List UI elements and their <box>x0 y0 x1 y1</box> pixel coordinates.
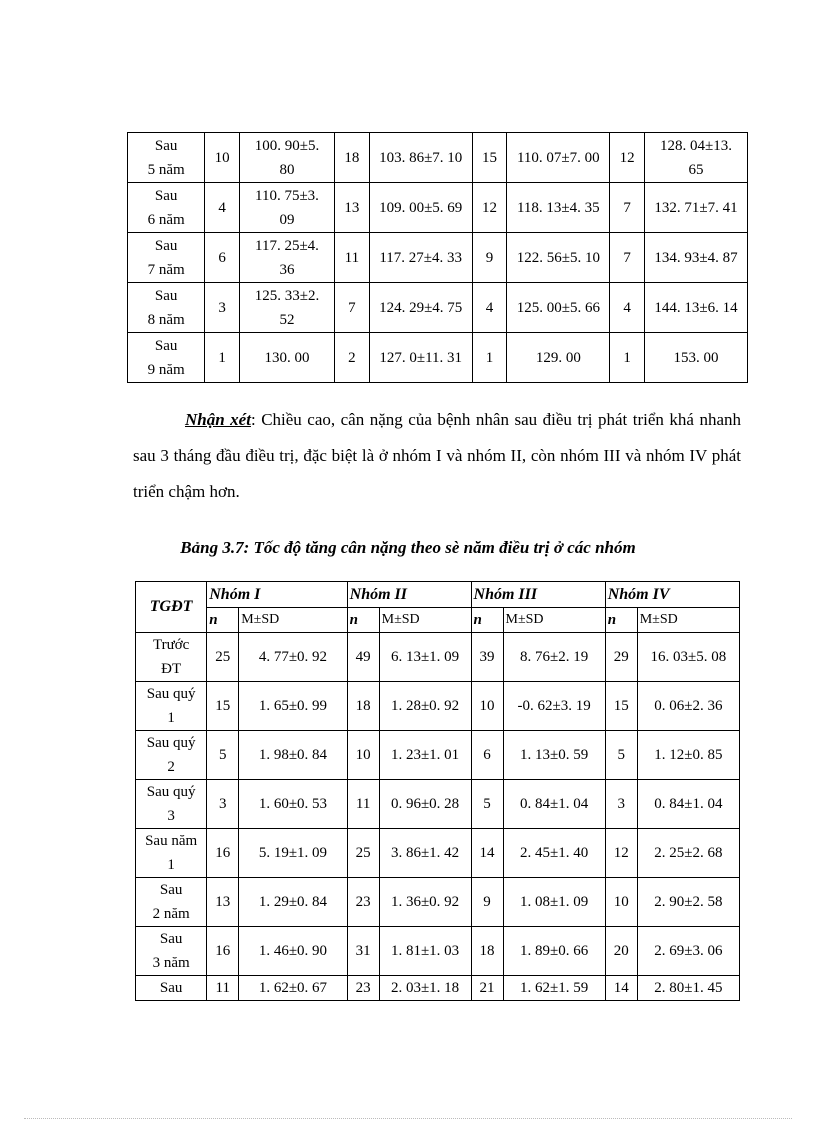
cell-text: 36 <box>279 261 295 278</box>
n-cell: 29 <box>605 633 637 682</box>
table-row <box>136 976 740 1001</box>
msd-cell: 2. 25±2. 68 <box>637 829 739 878</box>
header-group-3: Nhóm III <box>471 582 605 608</box>
cell-text: 9 năm <box>147 361 185 378</box>
msd-cell <box>507 283 610 333</box>
cell-text: 3 <box>218 299 226 316</box>
header-msd-4: M±SD <box>637 608 739 633</box>
table-row <box>136 682 740 731</box>
n-cell: 16 <box>207 829 239 878</box>
n-cell: 21 <box>471 976 503 1001</box>
n-cell: 49 <box>347 633 379 682</box>
header-n-2: n <box>347 608 379 633</box>
cell-text: 129. 00 <box>535 349 581 366</box>
n-cell <box>472 183 507 233</box>
cell-text: 65 <box>688 161 704 178</box>
msd-cell: 0. 84±1. 04 <box>503 780 605 829</box>
table-subheader-row <box>136 608 740 633</box>
n-cell: 25 <box>347 829 379 878</box>
n-cell: 12 <box>605 829 637 878</box>
table-row <box>136 780 740 829</box>
cell-text: Sau <box>159 931 183 947</box>
msd-cell: 1. 23±1. 01 <box>379 731 471 780</box>
n-cell: 5 <box>207 731 239 780</box>
n-cell: 15 <box>605 682 637 731</box>
cell-text: 118. 13±4. 35 <box>516 199 600 216</box>
cell-text: Sau năm <box>145 833 198 849</box>
msd-cell: 1. 98±0. 84 <box>239 731 347 780</box>
cell-text: 11 <box>344 249 360 266</box>
msd-cell <box>507 183 610 233</box>
time-cell <box>136 927 207 976</box>
n-cell <box>335 333 370 383</box>
n-cell: 14 <box>471 829 503 878</box>
msd-cell <box>239 183 334 233</box>
comment-label: Nhận xét <box>185 410 251 429</box>
n-cell: 15 <box>207 682 239 731</box>
n-cell: 18 <box>347 682 379 731</box>
cell-text: Sau <box>154 287 178 304</box>
msd-cell: 1. 62±1. 59 <box>503 976 605 1001</box>
msd-cell <box>369 133 472 183</box>
n-cell: 10 <box>471 682 503 731</box>
msd-cell: 6. 13±1. 09 <box>379 633 471 682</box>
cell-text: 1 <box>218 349 226 366</box>
cell-text: 12 <box>619 149 635 166</box>
n-cell <box>335 283 370 333</box>
n-cell: 13 <box>207 878 239 927</box>
time-cell <box>136 731 207 780</box>
cell-text: 117. 25±4. <box>255 237 319 254</box>
cell-text: 7 <box>348 299 356 316</box>
time-cell <box>136 976 207 1001</box>
n-cell: 3 <box>605 780 637 829</box>
msd-cell <box>645 183 748 233</box>
n-cell <box>472 133 507 183</box>
time-cell <box>128 183 205 233</box>
n-cell: 3 <box>207 780 239 829</box>
time-cell <box>136 878 207 927</box>
header-n-4: n <box>605 608 637 633</box>
cell-text: Sau <box>159 980 183 996</box>
msd-cell <box>239 233 334 283</box>
cell-text: 124. 29±4. 75 <box>379 299 463 316</box>
n-cell: 23 <box>347 976 379 1001</box>
table-row <box>136 829 740 878</box>
cell-text: 12 <box>482 199 498 216</box>
header-msd-2: M±SD <box>379 608 471 633</box>
n-cell: 25 <box>207 633 239 682</box>
n-cell <box>472 283 507 333</box>
cell-text: 1 <box>623 349 631 366</box>
header-group-1: Nhóm I <box>207 582 347 608</box>
n-cell: 31 <box>347 927 379 976</box>
msd-cell: 8. 76±2. 19 <box>503 633 605 682</box>
cell-text: 153. 00 <box>673 349 719 366</box>
table-row <box>128 283 748 333</box>
msd-cell <box>645 133 748 183</box>
n-cell: 11 <box>347 780 379 829</box>
n-cell: 20 <box>605 927 637 976</box>
msd-cell <box>369 183 472 233</box>
msd-cell <box>645 283 748 333</box>
msd-cell: 1. 89±0. 66 <box>503 927 605 976</box>
n-cell <box>205 283 240 333</box>
cell-text: 1 <box>485 349 494 366</box>
msd-cell: 2. 69±3. 06 <box>637 927 739 976</box>
cell-text: Sau quý <box>146 686 196 702</box>
n-cell: 39 <box>471 633 503 682</box>
cell-text: Sau <box>154 137 178 154</box>
time-cell <box>128 333 205 383</box>
cell-text: 80 <box>279 161 295 178</box>
cell-text: Sau <box>154 237 178 254</box>
cell-text: 52 <box>279 311 295 328</box>
time-cell <box>136 633 207 682</box>
n-cell <box>610 283 645 333</box>
cell-text: Trước <box>152 637 190 653</box>
height-table-continued <box>127 132 748 383</box>
n-cell <box>472 333 507 383</box>
cell-text: 2 năm <box>152 906 190 922</box>
cell-text: 3 năm <box>152 955 190 971</box>
msd-cell: 2. 03±1. 18 <box>379 976 471 1001</box>
msd-cell <box>507 233 610 283</box>
n-cell <box>205 333 240 383</box>
cell-text: 6 năm <box>147 211 185 228</box>
n-cell <box>610 333 645 383</box>
msd-cell <box>645 233 748 283</box>
time-cell <box>128 283 205 333</box>
cell-text: Sau <box>159 882 183 898</box>
msd-cell: 0. 84±1. 04 <box>637 780 739 829</box>
cell-text: 18 <box>344 149 360 166</box>
n-cell: 10 <box>605 878 637 927</box>
time-cell <box>136 829 207 878</box>
n-cell: 16 <box>207 927 239 976</box>
table-row <box>136 878 740 927</box>
header-n-1: n <box>207 608 239 633</box>
header-group-2: Nhóm II <box>347 582 471 608</box>
msd-cell: 0. 06±2. 36 <box>637 682 739 731</box>
msd-cell <box>239 283 334 333</box>
msd-cell <box>239 133 334 183</box>
cell-text: 125. 33±2. <box>254 287 320 304</box>
msd-cell: 0. 96±0. 28 <box>379 780 471 829</box>
n-cell <box>205 233 240 283</box>
cell-text: 1 <box>167 710 175 726</box>
table-caption: Bảng 3.7: Tốc độ tăng cân nặng theo sè năm điều trị ở các nhóm <box>180 538 636 557</box>
page-bottom-rule <box>24 1118 792 1119</box>
header-msd-3: M±SD <box>503 608 605 633</box>
msd-cell: -0. 62±3. 19 <box>503 682 605 731</box>
msd-cell: 2. 45±1. 40 <box>503 829 605 878</box>
msd-cell: 1. 81±1. 03 <box>379 927 471 976</box>
table-row <box>136 927 740 976</box>
cell-text: 8 năm <box>147 311 185 328</box>
n-cell: 9 <box>471 878 503 927</box>
cell-text: 7 <box>623 249 631 266</box>
msd-cell <box>369 233 472 283</box>
header-tgdt: TGĐT <box>136 582 207 633</box>
table-header-row <box>136 582 740 608</box>
cell-text: 109. 00±5. 69 <box>379 199 463 216</box>
cell-text: ĐT <box>161 661 182 677</box>
msd-cell: 2. 80±1. 45 <box>637 976 739 1001</box>
msd-cell <box>507 333 610 383</box>
n-cell: 6 <box>471 731 503 780</box>
table-row <box>128 333 748 383</box>
time-cell <box>136 780 207 829</box>
cell-text: 1 <box>167 857 175 873</box>
cell-text: 134. 93±4. 87 <box>654 249 738 266</box>
weight-gain-table <box>135 581 740 1001</box>
n-cell: 14 <box>605 976 637 1001</box>
table-row <box>136 633 740 682</box>
n-cell: 10 <box>347 731 379 780</box>
cell-text: Sau quý <box>146 735 196 751</box>
cell-text: 132. 71±7. 41 <box>654 199 738 216</box>
cell-text: 110. 07±7. 00 <box>516 149 600 166</box>
time-cell <box>128 133 205 183</box>
table-row <box>128 133 748 183</box>
comment-text: : Chiều cao, cân nặng của bệnh nhân sau điều trị phát triển khá nhanh sau 3 tháng đầu điều trị, đặc biệt là ở nhóm I và nhóm II, còn nhóm III và nhóm IV phát triển chậm hơn. <box>133 410 741 501</box>
cell-text: 117. 27±4. 33 <box>379 249 463 266</box>
msd-cell: 1. 28±0. 92 <box>379 682 471 731</box>
n-cell <box>335 183 370 233</box>
msd-cell: 1. 13±0. 59 <box>503 731 605 780</box>
cell-text: 13 <box>344 199 360 216</box>
cell-text: 125. 00±5. 66 <box>516 299 600 316</box>
cell-text: 4 <box>623 299 631 316</box>
cell-text: 9 <box>485 249 494 266</box>
msd-cell: 1. 46±0. 90 <box>239 927 347 976</box>
msd-cell: 1. 29±0. 84 <box>239 878 347 927</box>
cell-text: 127. 0±11. 31 <box>379 349 463 366</box>
msd-cell: 1. 08±1. 09 <box>503 878 605 927</box>
n-cell <box>205 133 240 183</box>
n-cell: 11 <box>207 976 239 1001</box>
msd-cell <box>507 133 610 183</box>
table-row <box>136 731 740 780</box>
cell-text: 10 <box>214 149 230 166</box>
msd-cell <box>369 283 472 333</box>
n-cell <box>610 183 645 233</box>
cell-text: 7 <box>623 199 631 216</box>
msd-cell: 16. 03±5. 08 <box>637 633 739 682</box>
cell-text: 110. 75±3. <box>255 187 319 204</box>
cell-text: 128. 04±13. <box>660 137 732 154</box>
cell-text: 4 <box>485 299 494 316</box>
n-cell: 5 <box>471 780 503 829</box>
cell-text: 2 <box>167 759 175 775</box>
cell-text: 09 <box>279 211 295 228</box>
cell-text: 122. 56±5. 10 <box>516 249 600 266</box>
msd-cell: 4. 77±0. 92 <box>239 633 347 682</box>
time-cell <box>128 233 205 283</box>
msd-cell: 2. 90±2. 58 <box>637 878 739 927</box>
n-cell: 23 <box>347 878 379 927</box>
msd-cell: 3. 86±1. 42 <box>379 829 471 878</box>
n-cell: 5 <box>605 731 637 780</box>
msd-cell: 1. 12±0. 85 <box>637 731 739 780</box>
cell-text: 100. 90±5. <box>254 137 320 154</box>
header-n-3: n <box>471 608 503 633</box>
comment-paragraph <box>133 402 741 510</box>
cell-text: Sau <box>154 187 178 204</box>
header-group-4: Nhóm IV <box>605 582 739 608</box>
n-cell: 18 <box>471 927 503 976</box>
msd-cell <box>369 333 472 383</box>
cell-text: 5 năm <box>147 161 185 178</box>
time-cell <box>136 682 207 731</box>
n-cell <box>472 233 507 283</box>
cell-text: 144. 13±6. 14 <box>654 299 738 316</box>
msd-cell: 1. 60±0. 53 <box>239 780 347 829</box>
cell-text: Sau quý <box>146 784 196 800</box>
cell-text: 103. 86±7. 10 <box>379 149 463 166</box>
n-cell <box>335 133 370 183</box>
n-cell <box>335 233 370 283</box>
cell-text: 4 <box>218 199 226 216</box>
n-cell <box>205 183 240 233</box>
cell-text: 130. 00 <box>264 349 310 366</box>
msd-cell: 1. 62±0. 67 <box>239 976 347 1001</box>
cell-text: 3 <box>167 808 175 824</box>
msd-cell <box>239 333 334 383</box>
cell-text: 15 <box>482 149 498 166</box>
n-cell <box>610 233 645 283</box>
table-row <box>128 183 748 233</box>
cell-text: 6 <box>218 249 226 266</box>
msd-cell: 5. 19±1. 09 <box>239 829 347 878</box>
cell-text: 7 năm <box>147 261 185 278</box>
msd-cell: 1. 65±0. 99 <box>239 682 347 731</box>
cell-text: Sau <box>154 337 178 354</box>
header-msd-1: M±SD <box>239 608 347 633</box>
n-cell <box>610 133 645 183</box>
msd-cell: 1. 36±0. 92 <box>379 878 471 927</box>
table-row <box>128 233 748 283</box>
msd-cell <box>645 333 748 383</box>
cell-text: 2 <box>348 349 356 366</box>
